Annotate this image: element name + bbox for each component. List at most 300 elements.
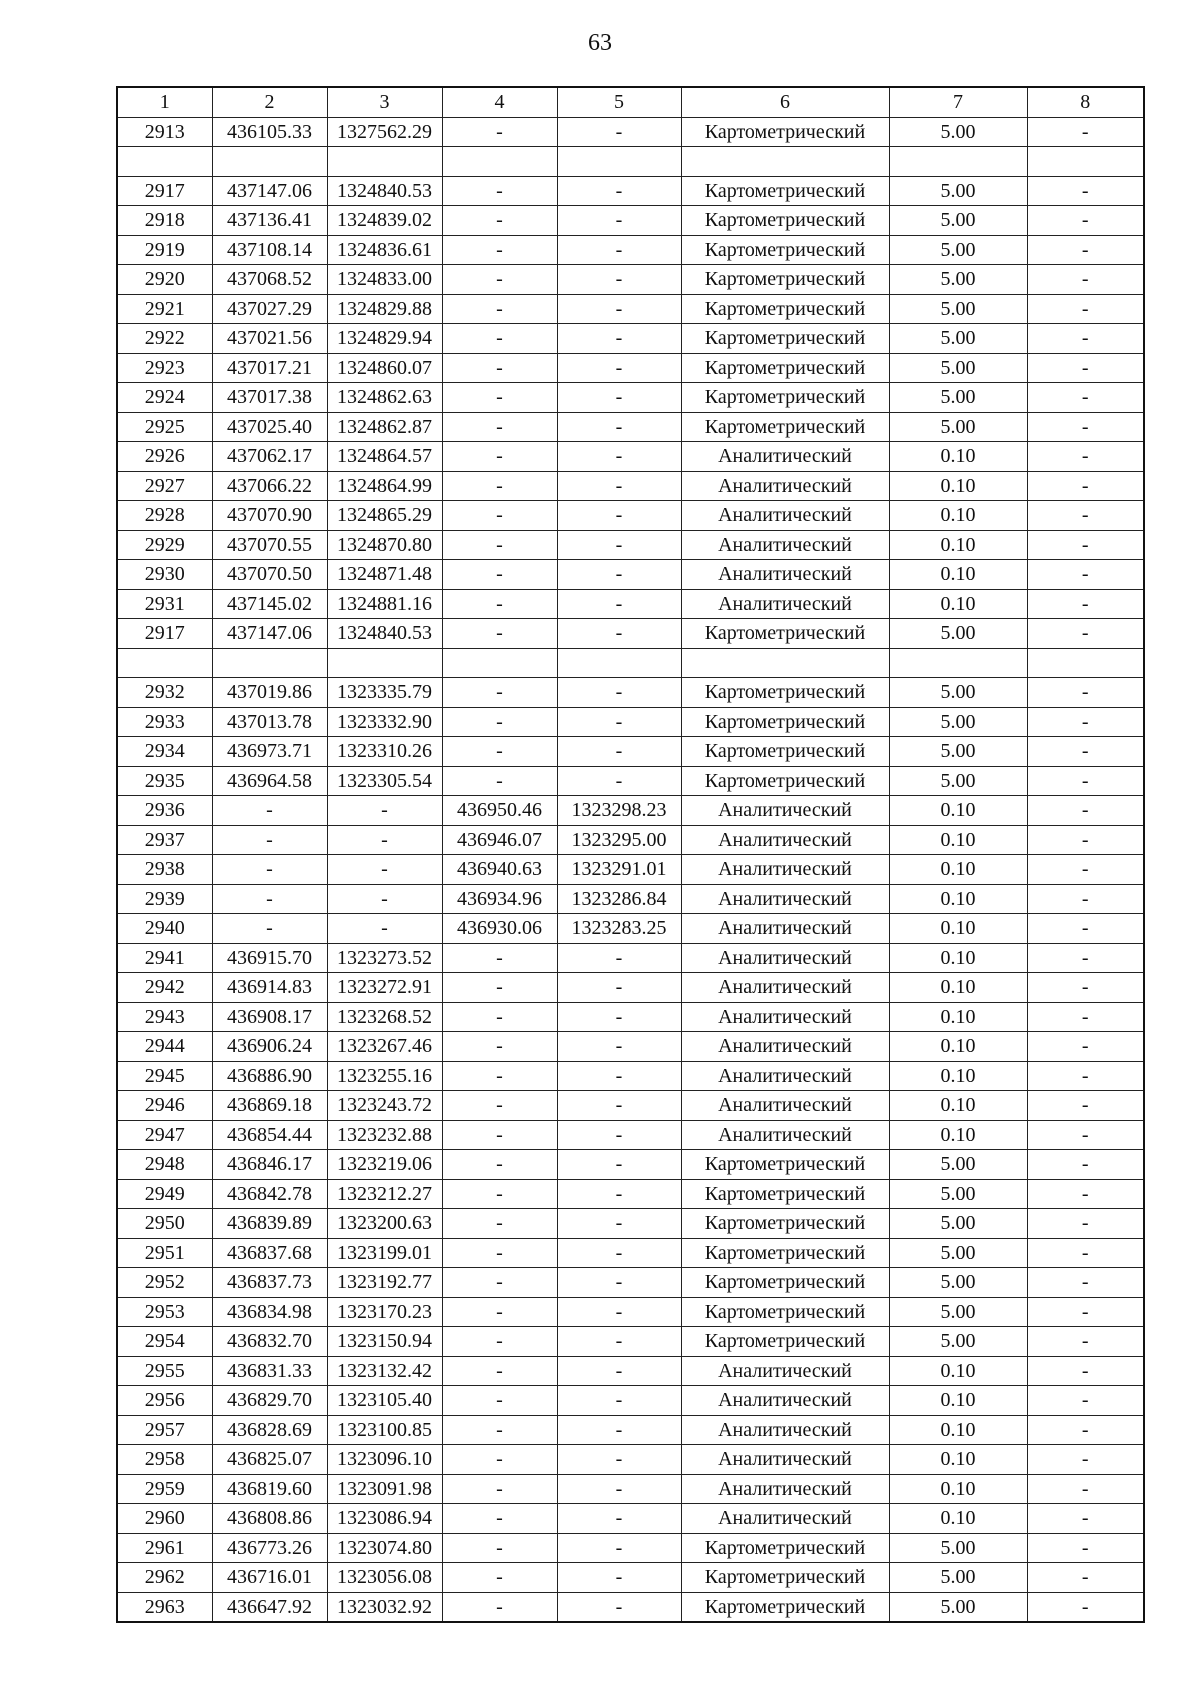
table-cell: - (557, 1150, 681, 1180)
table-cell: - (1027, 914, 1144, 944)
table-cell: 2920 (117, 265, 212, 295)
table-cell: - (1027, 619, 1144, 649)
table-cell: - (1027, 707, 1144, 737)
table-cell: Картометрический (681, 1179, 889, 1209)
table-cell: 0.10 (889, 943, 1027, 973)
table-cell: 436846.17 (212, 1150, 327, 1180)
table-cell: Аналитический (681, 471, 889, 501)
table-cell: - (557, 235, 681, 265)
table-cell: Аналитический (681, 825, 889, 855)
table-row (117, 530, 1144, 560)
table-cell: Картометрический (681, 766, 889, 796)
table-cell: Картометрический (681, 176, 889, 206)
table-cell: Картометрический (681, 1150, 889, 1180)
column-header: 2 (212, 87, 327, 117)
table-row (117, 560, 1144, 590)
table-cell: Аналитический (681, 884, 889, 914)
table-cell: - (1027, 471, 1144, 501)
table-cell: - (442, 1002, 557, 1032)
table-cell: - (442, 678, 557, 708)
table-cell (117, 648, 212, 678)
table-cell: 436950.46 (442, 796, 557, 826)
table-cell: - (442, 176, 557, 206)
table-cell: - (557, 619, 681, 649)
table-cell: - (212, 884, 327, 914)
table-row (117, 442, 1144, 472)
table-cell: 1324829.88 (327, 294, 442, 324)
table-cell: - (557, 678, 681, 708)
table-cell: 437017.21 (212, 353, 327, 383)
table-cell: 436819.60 (212, 1474, 327, 1504)
table-cell: - (1027, 1533, 1144, 1563)
table-cell: 1323255.16 (327, 1061, 442, 1091)
table-cell: - (557, 206, 681, 236)
table-cell: - (557, 1209, 681, 1239)
table-cell: 437013.78 (212, 707, 327, 737)
table-cell: 2961 (117, 1533, 212, 1563)
table-cell: - (557, 1356, 681, 1386)
table-cell: 1324836.61 (327, 235, 442, 265)
table-cell: 2924 (117, 383, 212, 413)
table-cell: - (212, 825, 327, 855)
table-cell: 437027.29 (212, 294, 327, 324)
table-cell: Аналитический (681, 530, 889, 560)
table-cell: 1323232.88 (327, 1120, 442, 1150)
table-row (117, 324, 1144, 354)
table-cell: - (442, 235, 557, 265)
table-cell: 1323200.63 (327, 1209, 442, 1239)
table-cell: - (1027, 324, 1144, 354)
table-cell: 2925 (117, 412, 212, 442)
table-cell: Аналитический (681, 589, 889, 619)
table-cell: - (327, 914, 442, 944)
table-cell: - (557, 943, 681, 973)
table-cell: Аналитический (681, 1002, 889, 1032)
table-cell: Картометрический (681, 265, 889, 295)
table-row (117, 1238, 1144, 1268)
table-cell: - (1027, 1327, 1144, 1357)
table-row (117, 1002, 1144, 1032)
table-cell: 2946 (117, 1091, 212, 1121)
table-cell: 1323243.72 (327, 1091, 442, 1121)
table-cell: 437019.86 (212, 678, 327, 708)
table-cell: 2922 (117, 324, 212, 354)
table-cell: - (442, 442, 557, 472)
table-cell: 437070.90 (212, 501, 327, 531)
table-cell: 5.00 (889, 412, 1027, 442)
table-cell: 2917 (117, 176, 212, 206)
table-cell: 1323192.77 (327, 1268, 442, 1298)
table-cell: - (442, 1356, 557, 1386)
table-cell: 1323268.52 (327, 1002, 442, 1032)
table-cell: 2941 (117, 943, 212, 973)
table-cell: 437070.55 (212, 530, 327, 560)
table-cell: - (1027, 383, 1144, 413)
table-cell: 436808.86 (212, 1504, 327, 1534)
table-cell (1027, 147, 1144, 177)
table-cell: 0.10 (889, 589, 1027, 619)
table-cell: 5.00 (889, 324, 1027, 354)
table-row (117, 678, 1144, 708)
table-cell: 436973.71 (212, 737, 327, 767)
table-cell: 2956 (117, 1386, 212, 1416)
column-header: 4 (442, 87, 557, 117)
table-cell: - (1027, 943, 1144, 973)
table-cell (681, 147, 889, 177)
table-cell: - (1027, 825, 1144, 855)
table-cell: 0.10 (889, 973, 1027, 1003)
table-cell: - (1027, 855, 1144, 885)
table-cell: 437147.06 (212, 176, 327, 206)
table-cell: - (442, 206, 557, 236)
table-cell: 5.00 (889, 1592, 1027, 1622)
table-cell: - (442, 1415, 557, 1445)
table-cell: - (442, 1297, 557, 1327)
table-cell: 2959 (117, 1474, 212, 1504)
table-cell: - (1027, 235, 1144, 265)
table-cell (212, 648, 327, 678)
table-cell: 5.00 (889, 1327, 1027, 1357)
table-cell: 2919 (117, 235, 212, 265)
table-cell: Аналитический (681, 796, 889, 826)
table-cell: 436773.26 (212, 1533, 327, 1563)
table-cell: - (327, 884, 442, 914)
table-cell: 436854.44 (212, 1120, 327, 1150)
table-cell: 1324864.99 (327, 471, 442, 501)
table-row (117, 1150, 1144, 1180)
table-row (117, 1533, 1144, 1563)
table-row (117, 914, 1144, 944)
table-cell: 1323295.00 (557, 825, 681, 855)
table-cell: 436105.33 (212, 117, 327, 147)
table-cell: - (557, 766, 681, 796)
table-cell: 1324840.53 (327, 176, 442, 206)
table-cell: - (1027, 206, 1144, 236)
table-cell: 437068.52 (212, 265, 327, 295)
table-cell: 436828.69 (212, 1415, 327, 1445)
table-cell: Аналитический (681, 1032, 889, 1062)
table-cell: - (1027, 737, 1144, 767)
table-cell: 2923 (117, 353, 212, 383)
table-cell: 2928 (117, 501, 212, 531)
table-cell: Картометрический (681, 206, 889, 236)
table-cell: - (1027, 412, 1144, 442)
table-row (117, 707, 1144, 737)
table-cell: - (1027, 1179, 1144, 1209)
table-cell: 2936 (117, 796, 212, 826)
table-cell: 436831.33 (212, 1356, 327, 1386)
table-cell: 1323074.80 (327, 1533, 442, 1563)
table-cell: 436839.89 (212, 1209, 327, 1239)
table-cell: 436834.98 (212, 1297, 327, 1327)
table-cell: - (557, 1327, 681, 1357)
table-cell: 2938 (117, 855, 212, 885)
table-cell: Аналитический (681, 442, 889, 472)
table-cell: 436886.90 (212, 1061, 327, 1091)
table-cell: 2926 (117, 442, 212, 472)
table-cell: - (442, 560, 557, 590)
table-cell: 1323212.27 (327, 1179, 442, 1209)
table-cell: 2944 (117, 1032, 212, 1062)
table-cell: - (442, 1120, 557, 1150)
table-row (117, 855, 1144, 885)
table-cell: 1323086.94 (327, 1504, 442, 1534)
table-cell: - (442, 383, 557, 413)
table-cell: - (557, 1592, 681, 1622)
table-cell: - (557, 1415, 681, 1445)
table-cell: 1324865.29 (327, 501, 442, 531)
table-cell: - (212, 914, 327, 944)
table-cell: Аналитический (681, 1474, 889, 1504)
table-cell: 5.00 (889, 737, 1027, 767)
table-cell: 436829.70 (212, 1386, 327, 1416)
table-cell: 2945 (117, 1061, 212, 1091)
table-cell (889, 147, 1027, 177)
table-row (117, 1474, 1144, 1504)
table-cell: - (1027, 589, 1144, 619)
table-cell: 1323132.42 (327, 1356, 442, 1386)
table-cell: 5.00 (889, 117, 1027, 147)
table-cell: 5.00 (889, 176, 1027, 206)
table-cell: - (442, 943, 557, 973)
table-row (117, 1415, 1144, 1445)
table-cell: - (557, 1091, 681, 1121)
table-row (117, 1386, 1144, 1416)
table-cell: - (442, 1504, 557, 1534)
table-row (117, 1209, 1144, 1239)
table-cell (889, 648, 1027, 678)
table-cell: Аналитический (681, 1445, 889, 1475)
table-cell: 5.00 (889, 1268, 1027, 1298)
table-cell: - (1027, 1415, 1144, 1445)
table-cell: - (1027, 1297, 1144, 1327)
table-cell: Аналитический (681, 1386, 889, 1416)
table-cell: 1324833.00 (327, 265, 442, 295)
table-cell: - (1027, 796, 1144, 826)
table-cell: 5.00 (889, 235, 1027, 265)
table-cell: - (557, 1297, 681, 1327)
table-cell: - (557, 1533, 681, 1563)
table-cell: 2929 (117, 530, 212, 560)
table-cell: - (557, 1002, 681, 1032)
table-cell: 436832.70 (212, 1327, 327, 1357)
table-cell: 437025.40 (212, 412, 327, 442)
table-cell: 1323170.23 (327, 1297, 442, 1327)
table-row (117, 825, 1144, 855)
table-cell: - (1027, 1061, 1144, 1091)
table-cell: - (1027, 117, 1144, 147)
table-cell: - (442, 1386, 557, 1416)
table-cell: 1324829.94 (327, 324, 442, 354)
column-header: 5 (557, 87, 681, 117)
table-cell: - (442, 1327, 557, 1357)
table-cell: 437136.41 (212, 206, 327, 236)
table-cell: Картометрический (681, 619, 889, 649)
table-cell: 1323199.01 (327, 1238, 442, 1268)
page-number: 63 (588, 30, 612, 56)
table-cell: - (557, 176, 681, 206)
table-row (117, 973, 1144, 1003)
table-row (117, 1327, 1144, 1357)
table-cell: - (212, 796, 327, 826)
table-row (117, 1268, 1144, 1298)
table-cell: 436825.07 (212, 1445, 327, 1475)
table-cell: - (442, 471, 557, 501)
table-cell: 436842.78 (212, 1179, 327, 1209)
table-cell: - (1027, 1120, 1144, 1150)
table-cell: Картометрический (681, 1297, 889, 1327)
table-cell: 2953 (117, 1297, 212, 1327)
table-cell: - (557, 560, 681, 590)
table-cell: - (442, 1563, 557, 1593)
table-cell: - (1027, 530, 1144, 560)
table-cell: - (442, 973, 557, 1003)
table-cell: - (1027, 1474, 1144, 1504)
table-cell: 1323105.40 (327, 1386, 442, 1416)
table-cell: - (557, 1268, 681, 1298)
table-cell: - (1027, 353, 1144, 383)
table-cell: 1323335.79 (327, 678, 442, 708)
table-cell: 436934.96 (442, 884, 557, 914)
table-cell: - (212, 855, 327, 885)
table-cell: Аналитический (681, 560, 889, 590)
table-cell: 436837.73 (212, 1268, 327, 1298)
table-cell: 2921 (117, 294, 212, 324)
table-cell: - (557, 1386, 681, 1416)
table-cell: 2948 (117, 1150, 212, 1180)
table-cell: 1323267.46 (327, 1032, 442, 1062)
table-row (117, 1032, 1144, 1062)
table-cell: - (442, 589, 557, 619)
table-cell: - (327, 855, 442, 885)
table-cell: 5.00 (889, 678, 1027, 708)
table-cell (212, 147, 327, 177)
table-cell: - (557, 383, 681, 413)
table-cell: 5.00 (889, 1150, 1027, 1180)
table-row (117, 1061, 1144, 1091)
table-cell: - (557, 1474, 681, 1504)
table-cell: 1323273.52 (327, 943, 442, 973)
table-row (117, 353, 1144, 383)
table-cell: 0.10 (889, 1091, 1027, 1121)
table-row (117, 235, 1144, 265)
table-cell: 5.00 (889, 1563, 1027, 1593)
table-cell: 5.00 (889, 294, 1027, 324)
table-cell: 5.00 (889, 1238, 1027, 1268)
table-cell: - (442, 1091, 557, 1121)
table-cell: - (557, 973, 681, 1003)
table-cell: - (442, 1238, 557, 1268)
table-cell: Картометрический (681, 1268, 889, 1298)
table-cell: 437147.06 (212, 619, 327, 649)
table-cell: Картометрический (681, 117, 889, 147)
table-cell: 436908.17 (212, 1002, 327, 1032)
table-cell: - (557, 294, 681, 324)
table-cell: 0.10 (889, 1415, 1027, 1445)
table-cell: 1324864.57 (327, 442, 442, 472)
column-header: 1 (117, 87, 212, 117)
table-cell: - (1027, 176, 1144, 206)
table-cell: Картометрический (681, 707, 889, 737)
table-cell: - (1027, 1209, 1144, 1239)
table-row (117, 619, 1144, 649)
table-cell: Картометрический (681, 1209, 889, 1239)
table-cell: 436869.18 (212, 1091, 327, 1121)
table-cell: - (442, 412, 557, 442)
table-cell: - (327, 825, 442, 855)
table-cell: 5.00 (889, 353, 1027, 383)
table-cell: Картометрический (681, 353, 889, 383)
table-cell: 436647.92 (212, 1592, 327, 1622)
table-cell (117, 147, 212, 177)
table-cell: Картометрический (681, 1238, 889, 1268)
table-cell: 1323100.85 (327, 1415, 442, 1445)
table-cell: 5.00 (889, 1179, 1027, 1209)
table-cell (442, 147, 557, 177)
table-cell: 2931 (117, 589, 212, 619)
table-cell: - (442, 1533, 557, 1563)
table-cell: 2957 (117, 1415, 212, 1445)
table-cell: Картометрический (681, 294, 889, 324)
table-cell: 437021.56 (212, 324, 327, 354)
table-cell: Аналитический (681, 855, 889, 885)
table-cell: - (1027, 1356, 1144, 1386)
table-cell: 2932 (117, 678, 212, 708)
table-cell: 1327562.29 (327, 117, 442, 147)
table-cell: - (442, 737, 557, 767)
table-cell: - (557, 737, 681, 767)
table-cell: - (557, 1179, 681, 1209)
table-cell: - (557, 324, 681, 354)
table-cell: - (1027, 265, 1144, 295)
table-cell: Аналитический (681, 1356, 889, 1386)
table-row (117, 471, 1144, 501)
table-cell: - (1027, 1386, 1144, 1416)
table-cell: 436837.68 (212, 1238, 327, 1268)
table-cell: 436906.24 (212, 1032, 327, 1062)
table-cell: 1323283.25 (557, 914, 681, 944)
table-cell: 437017.38 (212, 383, 327, 413)
table-cell: - (557, 471, 681, 501)
table-cell: - (442, 324, 557, 354)
table-row (117, 1297, 1144, 1327)
table-cell: - (557, 1120, 681, 1150)
table-cell: 436716.01 (212, 1563, 327, 1593)
table-cell: Аналитический (681, 1504, 889, 1534)
table-cell: Картометрический (681, 1563, 889, 1593)
table-cell: 437145.02 (212, 589, 327, 619)
table-cell: 0.10 (889, 442, 1027, 472)
table-row (117, 176, 1144, 206)
table-row (117, 884, 1144, 914)
table-cell: Аналитический (681, 1091, 889, 1121)
table-cell: Аналитический (681, 914, 889, 944)
table-cell: - (557, 353, 681, 383)
table-cell: - (442, 294, 557, 324)
table-cell: 1323310.26 (327, 737, 442, 767)
column-header: 8 (1027, 87, 1144, 117)
table-cell: 0.10 (889, 471, 1027, 501)
table-cell: - (442, 1474, 557, 1504)
table-cell: 2962 (117, 1563, 212, 1593)
table-cell: Картометрический (681, 1327, 889, 1357)
table-row (117, 943, 1144, 973)
table-row (117, 412, 1144, 442)
table-cell: 0.10 (889, 530, 1027, 560)
table-cell: 1324871.48 (327, 560, 442, 590)
table-row (117, 294, 1144, 324)
table-cell: 1323298.23 (557, 796, 681, 826)
